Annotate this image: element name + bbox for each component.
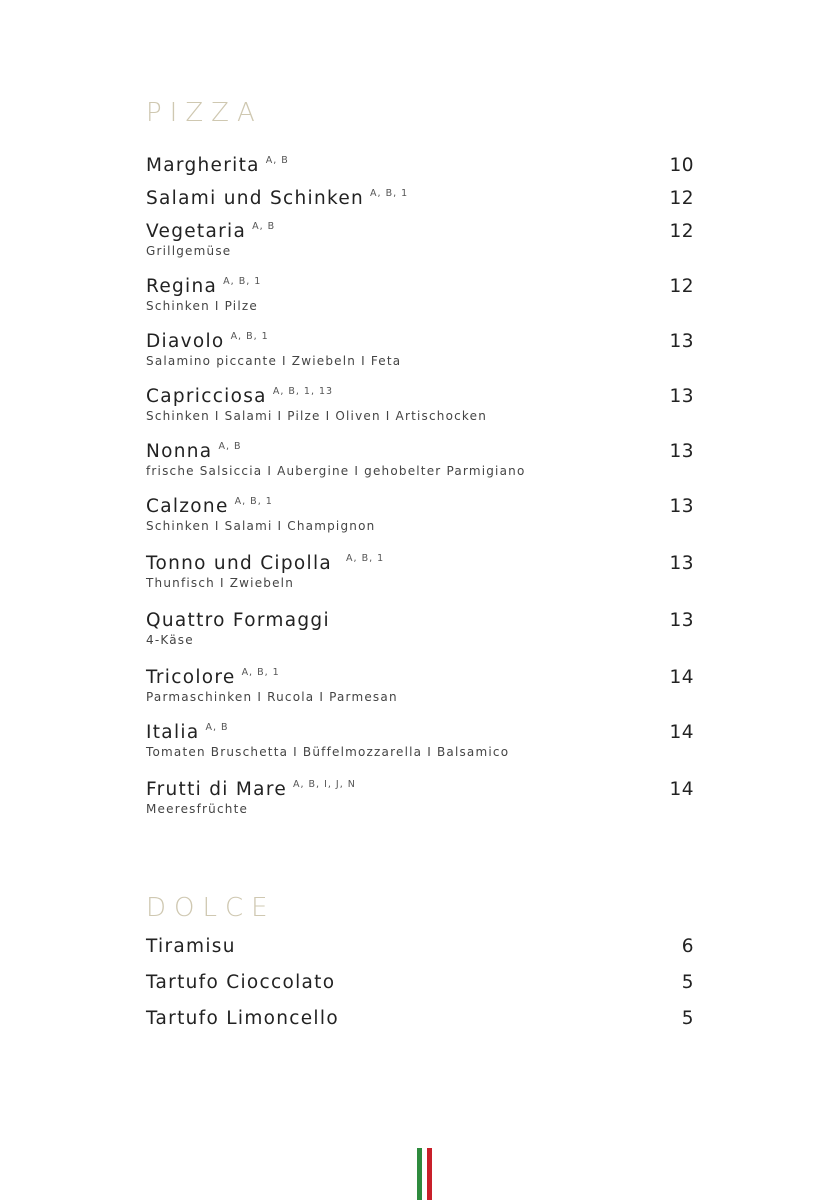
menu-item: [146, 331, 694, 386]
allergen-codes: A, B, 1: [223, 276, 262, 287]
menu-item: [146, 1008, 694, 1044]
menu-item: [146, 276, 694, 331]
menu-item-description: Grillgemüse: [146, 244, 232, 258]
menu-item-description: Tomaten Bruschetta I Büffelmozzarella I Balsamico: [146, 745, 510, 759]
menu-item: [146, 722, 694, 779]
menu-item: [146, 188, 694, 221]
menu-item: [146, 221, 694, 276]
pizza-list: [146, 155, 694, 834]
menu-item-description: Schinken I Salami I Pilze I Oliven I Artischocken: [146, 409, 488, 423]
menu-item-name: Vegetaria $^{A, B}$: [146, 221, 276, 242]
menu-item: [146, 386, 694, 441]
menu-item-price: 13: [669, 441, 694, 462]
menu-item-price: 14: [669, 779, 694, 800]
menu-item: [146, 972, 694, 1008]
menu-item: [146, 496, 694, 553]
menu-item-name: Tiramisu: [146, 936, 236, 957]
flag-red-stripe: [427, 1148, 432, 1200]
allergen-codes: A, B, 1: [370, 188, 409, 199]
menu-item-price: 13: [669, 496, 694, 517]
menu-item-name: Nonna $^{A, B}$: [146, 441, 242, 462]
menu-item: [146, 441, 694, 496]
menu-item-name: Diavolo $^{A, B, 1}$: [146, 331, 269, 352]
menu-item-name: Tartufo Limoncello: [146, 1008, 339, 1029]
menu-item-description: Schinken I Pilze: [146, 299, 258, 313]
menu-item-name: Salami und Schinken $^{A, B, 1}$: [146, 188, 409, 209]
menu-item-price: 12: [669, 276, 694, 297]
menu-item-name: Frutti di Mare $^{A, B, I, J, N}$: [146, 779, 356, 800]
italian-flag-stripe: [417, 1148, 432, 1200]
menu-item-name: Tricolore $^{A, B, 1}$: [146, 667, 280, 688]
menu-item-description: Meeresfrüchte: [146, 802, 249, 816]
allergen-codes: A, B: [205, 722, 229, 733]
menu-item-description: Salamino piccante I Zwiebeln I Feta: [146, 354, 402, 368]
menu-item-name: Capricciosa $^{A, B, 1, 13}$: [146, 386, 334, 407]
section-title-pizza: PIZZA: [146, 98, 263, 128]
menu-item-price: 10: [669, 155, 694, 176]
allergen-codes: A, B, 1: [346, 553, 385, 564]
menu-item-name: Tonno und Cipolla $^{A, B, 1}$: [146, 553, 385, 574]
menu-item-price: 14: [669, 722, 694, 743]
menu-item-price: 12: [669, 221, 694, 242]
menu-item-price: 13: [669, 386, 694, 407]
menu-item-description: frische Salsiccia I Aubergine I gehobelter Parmigiano: [146, 464, 526, 478]
menu-item-price: 13: [669, 553, 694, 574]
menu-item-description: Thunfisch I Zwiebeln: [146, 576, 295, 590]
menu-item-name: Tartufo Cioccolato: [146, 972, 336, 993]
allergen-codes: A, B, 1: [234, 496, 273, 507]
menu-item: [146, 779, 694, 834]
menu-item: [146, 936, 694, 972]
menu-item-name: Margherita $^{A, B}$: [146, 155, 289, 176]
menu-item-name: Quattro Formaggi: [146, 610, 330, 631]
menu-item: [146, 667, 694, 722]
dolce-list: [146, 936, 694, 1044]
allergen-codes: A, B, 1: [241, 667, 280, 678]
menu-item: [146, 610, 694, 667]
menu-item: [146, 155, 694, 188]
allergen-codes: A, B: [265, 155, 289, 166]
menu-item-name: Regina $^{A, B, 1}$: [146, 276, 262, 297]
menu-item-price: 13: [669, 610, 694, 631]
menu-item-price: 14: [669, 667, 694, 688]
menu-item-name: Italia $^{A, B}$: [146, 722, 229, 743]
menu-item-description: Parmaschinken I Rucola I Parmesan: [146, 690, 398, 704]
menu-item-price: 5: [681, 1008, 694, 1029]
menu-item-name: Calzone $^{A, B, 1}$: [146, 496, 273, 517]
allergen-codes: A, B, I, J, N: [293, 779, 356, 790]
allergen-codes: A, B: [252, 221, 276, 232]
menu-item-price: 13: [669, 331, 694, 352]
section-title-dolce: DOLCE: [146, 893, 276, 923]
menu-item-description: Schinken I Salami I Champignon: [146, 519, 376, 533]
menu-item: [146, 553, 694, 610]
menu-item-price: 5: [681, 972, 694, 993]
allergen-codes: A, B, 1, 13: [272, 386, 334, 397]
menu-item-price: 6: [681, 936, 694, 957]
menu-item-price: 12: [669, 188, 694, 209]
menu-item-description: 4-Käse: [146, 633, 194, 647]
allergen-codes: A, B, 1: [230, 331, 269, 342]
allergen-codes: A, B: [218, 441, 242, 452]
